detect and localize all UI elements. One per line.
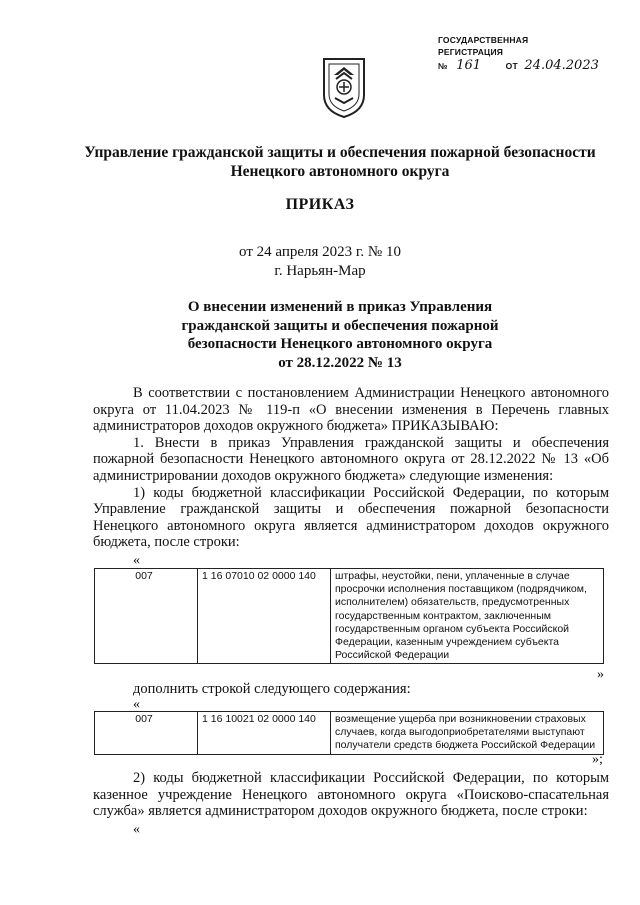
document-place: г. Нарьян-Мар [274, 263, 366, 279]
registration-stamp [438, 34, 628, 72]
close-quote-2: »; [592, 752, 603, 767]
stamp-number-prefix: № [438, 61, 448, 71]
close-quote-1: » [597, 667, 604, 682]
budget-table-1 [94, 568, 604, 664]
open-quote-3: « [133, 822, 140, 837]
organization-name [60, 143, 620, 181]
open-quote-2: « [133, 697, 140, 712]
paragraph-add-row: дополнить строкой следующего содержания: [133, 681, 411, 697]
subject-line1: О внесении изменений в приказ Управления [187, 299, 493, 315]
table-row [95, 712, 604, 755]
admin-code-cell: 007 [95, 712, 198, 755]
paragraph-basis: В соответствии с постановлением Администрации Ненецкого автономного округа от 11.04.2023 № 119-п «О внесении изменения в Перечень главных администраторов доходов окружного бюджета» ПРИКАЗЫВАЮ: [93, 385, 609, 435]
admin-code-cell: 007 [95, 569, 198, 664]
kbk-code-cell: 1 16 07010 02 0000 140 [198, 569, 331, 664]
stamp-number: 161 [456, 58, 482, 73]
table-row [95, 569, 604, 664]
stamp-number-row [438, 60, 628, 72]
stamp-date-prefix: ОТ [505, 61, 518, 71]
date-block [0, 243, 640, 281]
org-line2: Ненецкого автономного округа [230, 163, 450, 180]
stamp-date: 24.04.2023 [524, 58, 599, 73]
body-part1 [93, 385, 609, 551]
paragraph-item1: 1. Внести в приказ Управления гражданской защиты и обеспечения пожарной безопасности Ненецкого автономного округа от 28.12.2022 № 13 «Об администрировании доходов окружного бюджета» следующие изменения: [93, 434, 609, 484]
body-part2 [93, 770, 609, 820]
org-line1: Управление гражданской защиты и обеспечения пожарной безопасности [84, 144, 596, 161]
subject-line2: гражданской защиты и обеспечения пожарной [181, 317, 499, 334]
stamp-line2: РЕГИСТРАЦИЯ [438, 47, 504, 57]
subject-line4: от 28.12.2022 № 13 [278, 354, 402, 371]
budget-table-2 [94, 711, 604, 755]
income-name-cell: возмещение ущерба при возникновении страховых случаев, когда выгодоприобретателями выступают получатели средств бюджета Российской Федерации [331, 712, 604, 755]
coat-of-arms-icon [320, 55, 368, 119]
document-date: от 24 апреля 2023 г. № 10 [239, 244, 401, 260]
stamp-line1: ГОСУДАРСТВЕННАЯ [438, 35, 529, 45]
order-subject [60, 298, 620, 372]
income-name-cell: штрафы, неустойки, пени, уплаченные в случае просрочки исполнения поставщиком (подрядчиком, исполнителем) обязательств, предусмотренных государственным контрактом, заключенным государственным органом субъекта Российской Федерации, казенным учреждением субъекта Российской Федерации [331, 569, 604, 664]
kbk-code-cell: 1 16 10021 02 0000 140 [198, 712, 331, 755]
paragraph-subitem1: 1) коды бюджетной классификации Российской Федерации, по которым Управление гражданской защиты и обеспечения пожарной безопасности Ненецкого автономного округа является администратором доходов окружного бюджета, после строки: [93, 484, 609, 551]
document-type: ПРИКАЗ [285, 196, 355, 213]
paragraph-subitem2: 2) коды бюджетной классификации Российской Федерации, по которым казенное учреждение Ненецкого автономного округа «Поисково-спасательная служба» является администратором доходов окружного бюджета, после строки: [93, 770, 609, 820]
subject-line3: безопасности Ненецкого автономного округа [187, 336, 493, 352]
open-quote-1: « [133, 553, 140, 568]
